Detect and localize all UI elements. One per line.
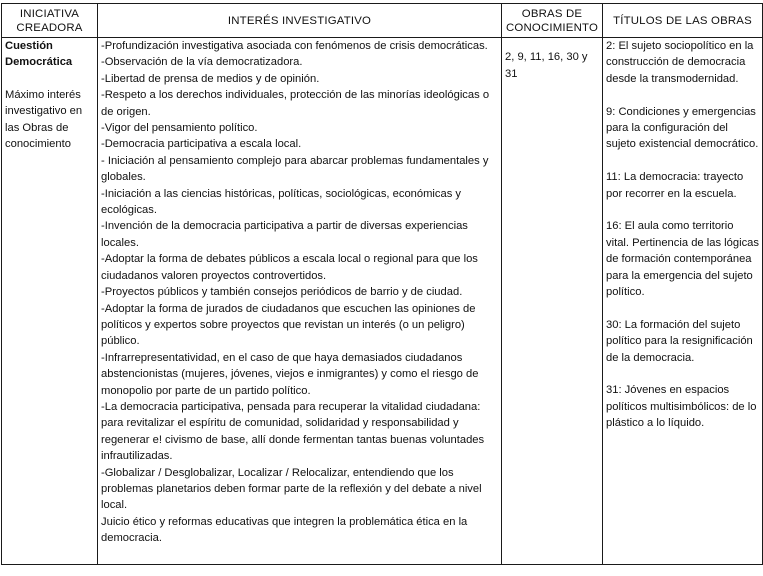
work-number: 11: bbox=[606, 171, 621, 184]
interest-item: -Invención de la democracia participativa a partir de diversas experiencias locales. bbox=[101, 220, 468, 249]
interest-item: -Observación de la vía democratizadora. bbox=[101, 56, 303, 69]
interest-item: Juicio ético y reformas educativas que integren la problemática ética en la democracia. bbox=[101, 515, 468, 545]
interest-item: -Vigor del pensamiento político. bbox=[101, 122, 258, 135]
interest-item: -Respeto a los derechos individuales, protección de las minorías ideológicas o de origen. bbox=[101, 89, 490, 118]
header-titulos: TÍTULOS DE LAS OBRAS bbox=[603, 4, 763, 38]
header-obras: OBRAS DE CONOCIMIENTO bbox=[502, 4, 603, 38]
work-title: La formación del sujeto político para la resignificación de la democracia. bbox=[606, 318, 753, 364]
interest-item: -Adoptar la forma de jurados de ciudadanos que escuchen las opiniones de políticos y expertos sobre proyectos que revistan un interés (o un peligro) público. bbox=[101, 302, 476, 348]
work-title-item bbox=[606, 169, 759, 202]
interest-item: -Iniciación a las ciencias históricas, políticas, sociológicas, económicas y ecológicas. bbox=[101, 187, 462, 217]
interest-item: - Iniciación al pensamiento complejo para abarcar problemas fundamentales y globales. bbox=[101, 154, 489, 184]
interest-item: -Libertad de prensa de medios y de opinión. bbox=[101, 72, 320, 85]
titles-list bbox=[606, 38, 759, 432]
work-title: La democracia: trayecto por recorrer en la escuela. bbox=[606, 171, 744, 200]
header-row bbox=[2, 4, 763, 38]
work-number: 30: bbox=[606, 318, 622, 331]
interest-item: -Adoptar la forma de debates públicos a escala local o regional para que los ciudadanos valoren proyectos controvertidos. bbox=[101, 253, 478, 282]
work-number: 16: bbox=[606, 220, 622, 233]
work-title-item bbox=[606, 382, 759, 431]
work-title-item bbox=[606, 317, 759, 366]
interest-item: -Globalizar / Desglobalizar, Localizar / Relocalizar, entendiendo que los problemas planetarios deben formar parte de la reflexión y del debate a nivel local. bbox=[101, 466, 482, 512]
interest-item: -Profundización investigativa asociada con fenómenos de crisis democráticas. bbox=[101, 40, 488, 52]
interest-item: -Democracia participativa a escala local. bbox=[101, 138, 302, 151]
work-title: Condiciones y emergencias para la configuración del sujeto existencial democrático. bbox=[606, 105, 759, 151]
table-row bbox=[2, 38, 763, 565]
header-iniciativa: INICIATIVA CREADORA bbox=[2, 4, 98, 38]
work-title: El sujeto sociopolítico en la construcción de democracia desde la transmodernidad. bbox=[606, 40, 754, 85]
work-title-item bbox=[606, 104, 759, 153]
works-cell bbox=[502, 38, 603, 565]
work-title-item bbox=[606, 218, 759, 300]
work-title: El aula como territorio vital. Pertinencia de las lógicas de formación contemporánea para la emergencia del sujeto político. bbox=[606, 220, 759, 299]
interest-item: -Infrarrepresentatividad, en el caso de que haya demasiados ciudadanos abstencionistas (mujeres, jóvenes, viejos e inmigrantes) y como el riesgo de monopolio por parte de un partido político. bbox=[101, 351, 479, 397]
interests-cell bbox=[98, 38, 502, 565]
work-number: 31: bbox=[606, 384, 622, 397]
work-title: Jóvenes en espacios políticos multisimbólicos: de lo plástico a lo líquido. bbox=[606, 384, 757, 430]
work-number: 2: bbox=[606, 40, 616, 52]
initiative-description: Máximo interés investigativo en las Obras de conocimiento bbox=[5, 88, 83, 151]
works-numbers: 2, 9, 11, 16, 30 y 31 bbox=[505, 51, 588, 80]
work-title-item bbox=[606, 38, 759, 87]
interest-item: -La democracia participativa, pensada para recuperar la vitalidad ciudadana: para revitalizar el espíritu de comunidad, solidaridad y responsabilidad y regenerar e! civismo de base, allí donde fermentan tantas buenas voluntades infrautilizadas. bbox=[101, 400, 485, 463]
interest-item: -Proyectos públicos y también consejos periódicos de barrio y de ciudad. bbox=[101, 286, 463, 299]
header-interes: INTERÉS INVESTIGATIVO bbox=[98, 4, 502, 38]
work-number: 9: bbox=[606, 105, 616, 118]
research-table bbox=[1, 3, 763, 565]
titles-cell bbox=[603, 38, 763, 565]
interest-list bbox=[101, 38, 498, 547]
initiative-cell bbox=[2, 38, 98, 565]
initiative-title: Cuestión Democrática bbox=[5, 40, 73, 69]
